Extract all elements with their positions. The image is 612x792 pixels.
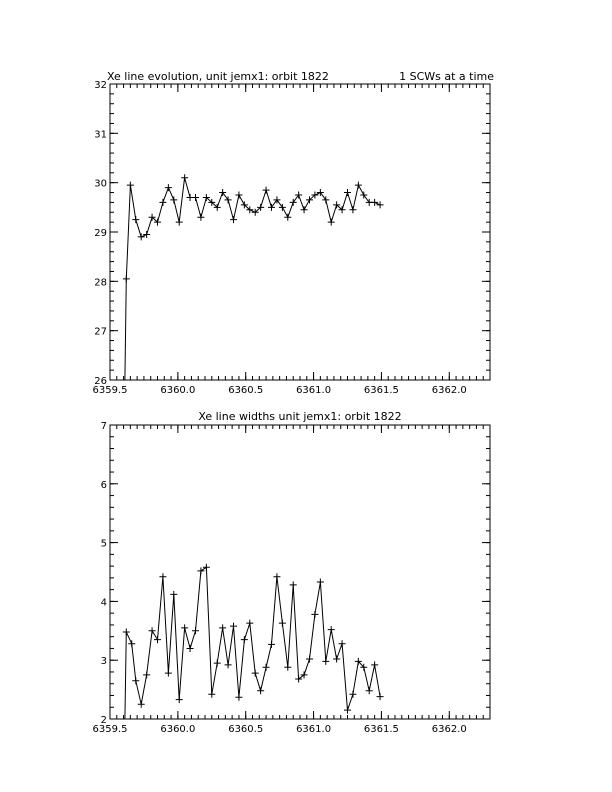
evolution-plot-xtick-label: 6360.0 — [160, 385, 196, 396]
evolution-plot-xtick-label: 6361.0 — [296, 385, 332, 396]
evolution-plot-ytick-label: 29 — [94, 228, 107, 239]
widths-plot-data-point — [279, 620, 286, 627]
evolution-plot-data — [123, 174, 384, 380]
evolution-plot-xtick-label: 6362.0 — [431, 385, 467, 396]
widths-plot-data-point — [154, 636, 161, 643]
widths-plot-data-point — [268, 641, 275, 648]
evolution-plot-ytick-label: 27 — [94, 326, 107, 338]
widths-plot-data-point — [208, 691, 215, 698]
widths-plot-ytick-label: 3 — [100, 656, 107, 668]
widths-plot-xtick-label: 6360.5 — [228, 724, 264, 735]
evolution-plot-data-point — [127, 182, 134, 189]
evolution-plot-data-point — [176, 219, 183, 226]
widths-plot-data-point — [371, 661, 378, 668]
widths-plot-data-point — [187, 645, 194, 652]
widths-plot-data-point — [344, 707, 351, 714]
evolution-plot-data-point — [301, 206, 308, 213]
evolution-plot-data-point — [290, 199, 297, 206]
evolution-plot-title: Xe line evolution, unit jemx1: orbit 1822 — [107, 70, 329, 83]
widths-plot-ytick-label: 2 — [100, 715, 107, 726]
widths-plot — [93, 410, 491, 735]
widths-plot-data-point — [225, 661, 232, 668]
widths-plot-data-point — [333, 656, 340, 663]
evolution-plot-ytick-label: 32 — [94, 80, 107, 91]
widths-plot-data-point — [214, 660, 221, 667]
evolution-plot-data-point — [322, 196, 329, 203]
evolution-plot-ticks — [110, 84, 490, 380]
evolution-plot-data-point — [225, 196, 232, 203]
evolution-plot-data-point — [170, 196, 177, 203]
widths-plot-xtick-label: 6362.0 — [431, 724, 467, 735]
widths-plot-data-point — [322, 658, 329, 665]
widths-plot-data-point — [241, 636, 248, 643]
widths-plot-data-point — [203, 564, 210, 571]
widths-plot-data-point — [170, 591, 177, 598]
evolution-plot-data-point — [284, 214, 291, 221]
widths-plot-title: Xe line widths unit jemx1: orbit 1822 — [198, 410, 402, 423]
evolution-plot-ytick-label: 28 — [94, 277, 107, 289]
evolution-plot-xtick-label: 6361.5 — [363, 385, 399, 396]
evolution-plot-data-point — [268, 204, 275, 211]
widths-plot-data-point — [176, 696, 183, 703]
widths-plot-data-point — [246, 620, 253, 627]
evolution-plot-data-point — [123, 275, 130, 282]
widths-plot-data-point — [132, 677, 139, 684]
widths-plot-data-point — [257, 687, 264, 694]
widths-plot-data-point — [290, 581, 297, 588]
widths-plot-data-point — [197, 567, 204, 574]
widths-plot-data-point — [349, 691, 356, 698]
evolution-plot-data-point — [192, 194, 199, 201]
widths-plot-xtick-label: 6361.0 — [296, 724, 332, 735]
widths-plot-tick-labels — [93, 421, 467, 735]
widths-plot-data-point — [273, 573, 280, 580]
evolution-plot-tick-labels — [93, 80, 467, 396]
widths-plot-data-point — [159, 573, 166, 580]
widths-plot-data-point — [263, 664, 270, 671]
widths-plot-ytick-label: 5 — [100, 538, 107, 550]
widths-plot-data-point — [230, 623, 237, 630]
widths-plot-xtick-label: 6359.5 — [92, 724, 128, 735]
evolution-plot — [93, 70, 495, 396]
evolution-plot-data-point — [279, 204, 286, 211]
evolution-plot-data-point — [360, 192, 367, 199]
evolution-plot-xtick-label: 6359.5 — [92, 385, 128, 396]
widths-plot-data-point — [138, 701, 145, 708]
widths-plot-data-point — [311, 611, 318, 618]
widths-plot-data-point — [235, 694, 242, 701]
widths-plot-data-point — [149, 627, 156, 634]
widths-plot-data-point — [165, 670, 172, 677]
widths-plot-data-point — [192, 627, 199, 634]
evolution-plot-data-point — [344, 189, 351, 196]
widths-plot-data-point — [317, 578, 324, 585]
evolution-plot-data-point — [349, 206, 356, 213]
evolution-plot-data-point — [263, 187, 270, 194]
evolution-plot-xtick-label: 6360.5 — [228, 385, 264, 396]
evolution-plot-data-point — [181, 174, 188, 181]
evolution-plot-ytick-label: 26 — [94, 376, 107, 387]
widths-plot-data-point — [143, 671, 150, 678]
widths-plot-xtick-label: 6361.5 — [363, 724, 399, 735]
evolution-plot-data-point — [355, 182, 362, 189]
widths-plot-data-point — [377, 693, 384, 700]
widths-plot-data-point — [123, 628, 130, 635]
widths-plot-xtick-label: 6360.0 — [160, 724, 196, 735]
evolution-plot-data-point — [295, 192, 302, 199]
evolution-plot-data-point — [159, 199, 166, 206]
evolution-plot-subtitle: 1 SCWs at a time — [399, 70, 494, 83]
widths-plot-ytick-label: 6 — [100, 479, 107, 491]
widths-plot-data-point — [328, 626, 335, 633]
evolution-plot-ytick-label: 30 — [94, 178, 107, 190]
evolution-plot-ytick-label: 31 — [94, 129, 107, 141]
widths-plot-data-point — [339, 640, 346, 647]
evolution-plot-data-point — [132, 216, 139, 223]
evolution-plot-data-point — [235, 192, 242, 199]
evolution-plot-data-point — [230, 216, 237, 223]
widths-plot-ytick-label: 4 — [100, 597, 107, 609]
evolution-plot-data-point — [165, 184, 172, 191]
widths-plot-data-point — [219, 624, 226, 631]
widths-plot-data-point — [181, 624, 188, 631]
evolution-plot-data-point — [197, 214, 204, 221]
widths-plot-data-point — [366, 687, 373, 694]
widths-plot-data-point — [252, 670, 259, 677]
widths-plot-ticks — [110, 425, 490, 719]
widths-plot-data-point — [128, 640, 135, 647]
widths-plot-frame — [110, 425, 490, 719]
widths-plot-ytick-label: 7 — [100, 421, 107, 432]
evolution-plot-data-point — [219, 189, 226, 196]
widths-plot-data-point — [284, 664, 291, 671]
evolution-plot-frame — [110, 84, 490, 380]
evolution-plot-data-point — [328, 219, 335, 226]
widths-plot-data-point — [306, 656, 313, 663]
widths-plot-data — [123, 564, 384, 719]
